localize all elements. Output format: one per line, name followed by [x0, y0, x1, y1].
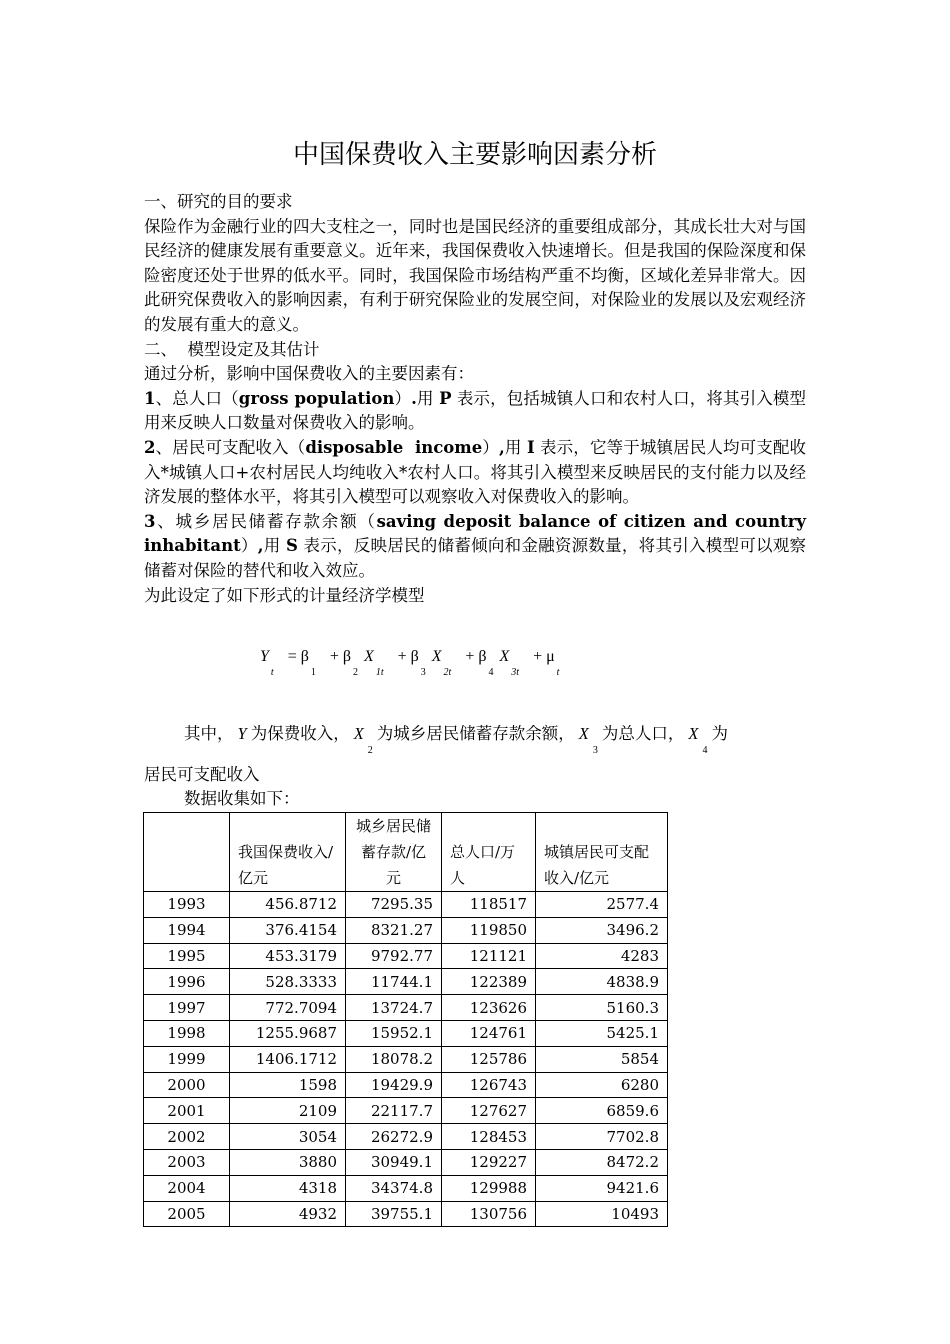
table-row	[144, 943, 668, 969]
value-cell: 456.8712	[230, 892, 346, 918]
value-cell: 124761	[442, 1020, 536, 1046]
value-cell: 376.4154	[230, 917, 346, 943]
column-header: 城乡居民储蓄存款/亿元	[346, 813, 442, 892]
value-cell: 126743	[442, 1072, 536, 1098]
value-cell: 1406.1712	[230, 1046, 346, 1072]
column-header: 城镇居民可支配收入/亿元	[536, 813, 668, 892]
value-cell: 130756	[442, 1201, 536, 1227]
value-cell: 10493	[536, 1201, 668, 1227]
value-cell: 11744.1	[346, 969, 442, 995]
body-text	[144, 190, 806, 608]
year-cell: 1993	[144, 892, 230, 918]
value-cell: 7702.8	[536, 1124, 668, 1150]
table-row	[144, 1149, 668, 1175]
year-cell: 1996	[144, 969, 230, 995]
table-row	[144, 1201, 668, 1227]
value-cell: 123626	[442, 995, 536, 1021]
value-cell: 3496.2	[536, 917, 668, 943]
model-intro: 为此设定了如下形式的计量经济学模型	[144, 585, 425, 605]
section-heading-2: 二、 模型设定及其估计	[144, 339, 320, 359]
value-cell: 39755.1	[346, 1201, 442, 1227]
table-row	[144, 1098, 668, 1124]
factor-item: 1、总人口（gross population）.用 P 表示，包括城镇人口和农村人口，将其引入模型用来反映人口数量对保费收入的影响。	[144, 388, 807, 433]
year-cell: 1994	[144, 917, 230, 943]
year-cell: 2003	[144, 1149, 230, 1175]
value-cell: 2109	[230, 1098, 346, 1124]
value-cell: 18078.2	[346, 1046, 442, 1072]
section-paragraph-1: 保险作为金融行业的四大支柱之一，同时也是国民经济的重要组成部分，其成长壮大对与国民经济的健康发展有重要意义。近年来，我国保费收入快速增长。但是我国的保险深度和保险密度还处于世界的低水平。同时，我国保险市场结构严重不均衡，区域化差异非常大。因此研究保费收入的影响因素，有利于研究保险业的发展空间，对保险业的发展以及宏观经济的发展有重大的意义。	[144, 216, 806, 334]
table-row	[144, 995, 668, 1021]
year-cell: 1997	[144, 995, 230, 1021]
variable-definitions-cont: 居民可支配收入	[144, 765, 260, 784]
value-cell: 1255.9687	[230, 1020, 346, 1046]
value-cell: 5425.1	[536, 1020, 668, 1046]
value-cell: 6280	[536, 1072, 668, 1098]
value-cell: 128453	[442, 1124, 536, 1150]
value-cell: 4283	[536, 943, 668, 969]
table-row	[144, 1072, 668, 1098]
value-cell: 26272.9	[346, 1124, 442, 1150]
table-row	[144, 1175, 668, 1201]
value-cell: 1598	[230, 1072, 346, 1098]
factor-item: 2、居民可支配收入（disposable income）,用 I 表示，它等于城镇居民人均可支配收入*城镇人口+农村居民人均纯收入*农村人口。将其引入模型来反映居民的支付能力以及经济发展的整体水平，将其引入模型可以观察收入对保费收入的影响。	[144, 437, 807, 507]
value-cell: 453.3179	[230, 943, 346, 969]
column-header	[144, 813, 230, 892]
value-cell: 125786	[442, 1046, 536, 1072]
value-cell: 118517	[442, 892, 536, 918]
document-title: 中国保费收入主要影响因素分析	[292, 140, 657, 170]
value-cell: 4318	[230, 1175, 346, 1201]
value-cell: 772.7094	[230, 995, 346, 1021]
value-cell: 119850	[442, 917, 536, 943]
variable-definitions: 其中， Y 为保费收入， X2为城乡居民储蓄存款余额， X3为总人口， X4为	[184, 724, 728, 756]
factors-intro: 通过分析，影响中国保费收入的主要因素有：	[144, 364, 474, 384]
column-header: 总人口/万人	[442, 813, 536, 892]
value-cell: 129988	[442, 1175, 536, 1201]
year-cell: 2005	[144, 1201, 230, 1227]
value-cell: 122389	[442, 969, 536, 995]
value-cell: 2577.4	[536, 892, 668, 918]
value-cell: 4838.9	[536, 969, 668, 995]
table-row	[144, 1020, 668, 1046]
value-cell: 6859.6	[536, 1098, 668, 1124]
data-table	[143, 812, 668, 1227]
year-cell: 1995	[144, 943, 230, 969]
value-cell: 5854	[536, 1046, 668, 1072]
value-cell: 129227	[442, 1149, 536, 1175]
table-row	[144, 892, 668, 918]
value-cell: 7295.35	[346, 892, 442, 918]
value-cell: 8472.2	[536, 1149, 668, 1175]
factor-item: 3、城乡居民储蓄存款余额（saving deposit balance of citizen and country inhabitant）,用 S 表示，反映居民的储蓄倾向和金融资源数量，将其引入模型可以观察储蓄对保险的替代和收入效应。	[144, 511, 807, 580]
value-cell: 528.3333	[230, 969, 346, 995]
value-cell: 3880	[230, 1149, 346, 1175]
table-row	[144, 969, 668, 995]
year-cell: 1999	[144, 1046, 230, 1072]
value-cell: 13724.7	[346, 995, 442, 1021]
year-cell: 1998	[144, 1020, 230, 1046]
data-intro: 数据收集如下：	[184, 789, 300, 808]
value-cell: 5160.3	[536, 995, 668, 1021]
value-cell: 15952.1	[346, 1020, 442, 1046]
table-header-row	[144, 813, 668, 892]
value-cell: 8321.27	[346, 917, 442, 943]
value-cell: 22117.7	[346, 1098, 442, 1124]
value-cell: 121121	[442, 943, 536, 969]
table-row	[144, 917, 668, 943]
table-row	[144, 1046, 668, 1072]
value-cell: 34374.8	[346, 1175, 442, 1201]
year-cell: 2004	[144, 1175, 230, 1201]
value-cell: 127627	[442, 1098, 536, 1124]
variable-explanation	[144, 722, 806, 811]
value-cell: 19429.9	[346, 1072, 442, 1098]
year-cell: 2002	[144, 1124, 230, 1150]
value-cell: 3054	[230, 1124, 346, 1150]
regression-formula: Yt= β1+ β2X1t+ β3X2t+ β4X3t+ μt	[260, 648, 560, 678]
table-row	[144, 1124, 668, 1150]
value-cell: 30949.1	[346, 1149, 442, 1175]
year-cell: 2000	[144, 1072, 230, 1098]
section-heading-1: 一、研究的目的要求	[144, 192, 293, 211]
year-cell: 2001	[144, 1098, 230, 1124]
value-cell: 9421.6	[536, 1175, 668, 1201]
value-cell: 9792.77	[346, 943, 442, 969]
value-cell: 4932	[230, 1201, 346, 1227]
column-header: 我国保费收入/亿元	[230, 813, 346, 892]
